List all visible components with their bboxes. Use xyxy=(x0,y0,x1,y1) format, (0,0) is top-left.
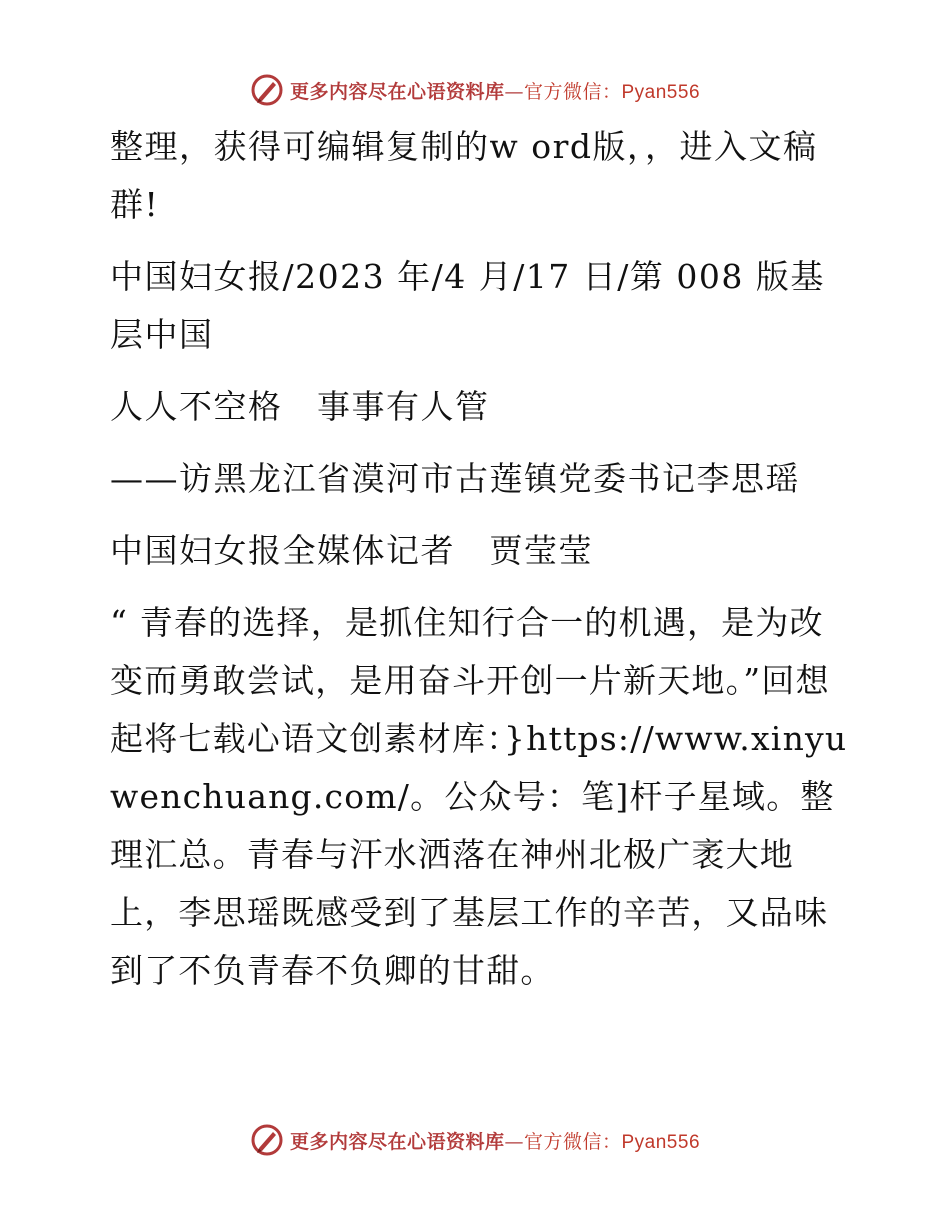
document-body xyxy=(98,118,848,1014)
pen-logo-icon xyxy=(250,1123,284,1157)
article-title: 人人不空格 事事有人管 xyxy=(110,387,490,426)
source-line: 中国妇女报/2023 年/4 月/17 日/第 008 版基层中国 xyxy=(110,257,825,354)
header-banner-separator: — xyxy=(504,80,524,103)
header-banner-main: 更多内容尽在心语资料库 xyxy=(289,80,505,103)
byline: 中国妇女报全媒体记者 贾莹莹 xyxy=(110,531,593,570)
header-banner-text xyxy=(290,77,700,104)
header-banner-wechat-label: 官方微信： xyxy=(523,80,622,103)
footer-banner-wechat-label: 官方微信： xyxy=(523,1130,622,1153)
header-banner-wechat-id: Pyan556 xyxy=(621,81,701,103)
footer-banner-wechat-id: Pyan556 xyxy=(621,1131,701,1153)
pen-logo-icon xyxy=(250,73,284,107)
footer-banner-main: 更多内容尽在心语资料库 xyxy=(289,1130,505,1153)
body-paragraph: “ 青春的选择，是抓住知行合一的机遇，是为改变而勇敢尝试，是用奋斗开创一片新天地。”回想起将七载心语文创素材库：}https://www.xinyuwenchuang.com/。公众号：笔]杆子星域。整理汇总。青春与汗水洒落在神州北极广袤大地上，李思瑶既感受到了基层工作的辛苦，又品味到了不负青春不负卿的甘甜。 xyxy=(110,603,848,990)
footer-banner xyxy=(0,1120,950,1160)
intro-paragraph: 整理，获得可编辑复制的w ord版，，进入文稿群! xyxy=(110,127,818,224)
footer-banner-separator: — xyxy=(504,1130,524,1153)
article-subtitle: ——访黑龙江省漠河市古莲镇党委书记李思瑶 xyxy=(110,459,800,498)
footer-banner-text xyxy=(290,1127,700,1154)
header-banner xyxy=(0,70,950,110)
